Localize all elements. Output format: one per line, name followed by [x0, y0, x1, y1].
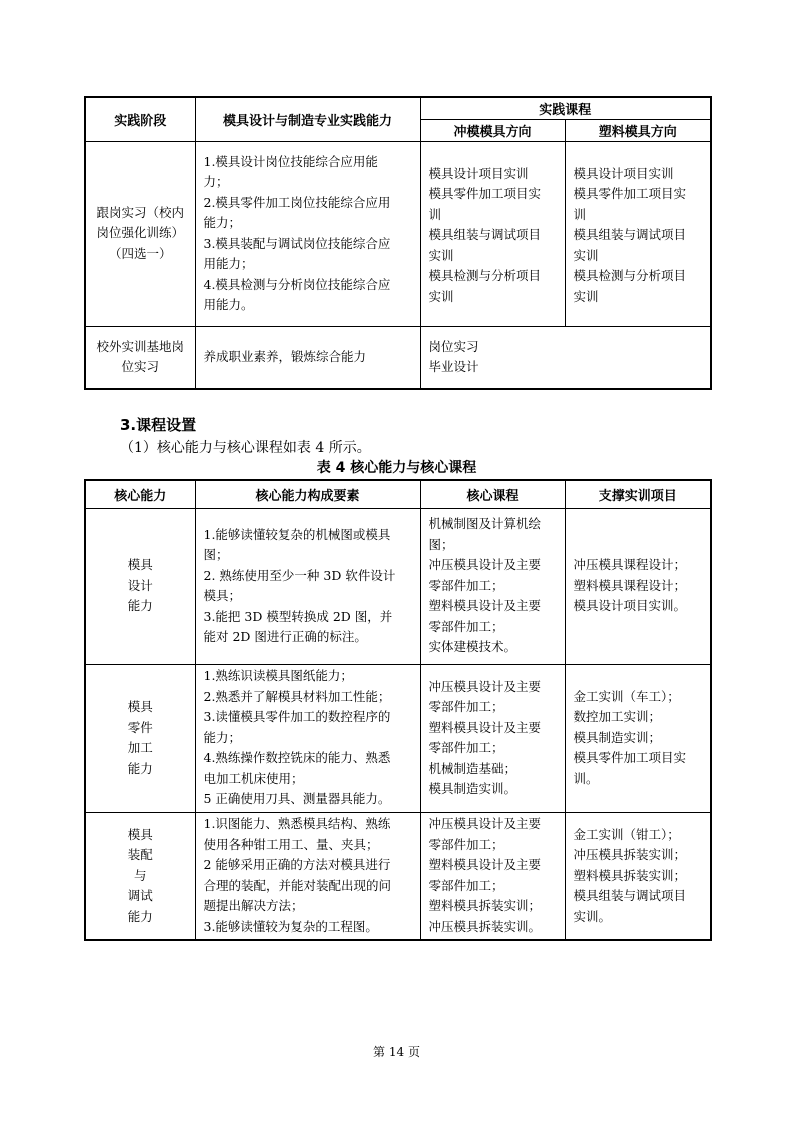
header-core-elements: 核心能力构成要素 [195, 480, 420, 508]
cell-line: 电加工机床使用； [203, 770, 304, 786]
cell-line: 位实习 [121, 359, 159, 375]
cell-line: 零部件加工； [428, 577, 504, 593]
cell-line: 图； [203, 547, 229, 562]
cell-line: 1.熟练识读模具图纸能力； [203, 668, 353, 684]
cell-line: 塑料模具设计及主要 [428, 598, 542, 614]
cell-line: 模具 [127, 557, 153, 573]
header-core-course: 核心课程 [420, 480, 565, 508]
cell-line: 3.能把 3D 模型转换成 2D 图，并 [203, 608, 393, 624]
cell-line: 1.识图能力、熟悉模具结构、熟练 [203, 816, 391, 832]
header-stamping-direction: 冲模模具方向 [420, 119, 565, 141]
header-core-ability: 核心能力 [85, 480, 195, 508]
cell-line: 实训 [428, 288, 454, 304]
cell-line: 塑料模具拆装实训； [428, 898, 542, 914]
core-course-cell [420, 664, 565, 812]
stamping-course-cell [420, 141, 565, 326]
cell-line: 冲压模具拆装实训。 [428, 918, 542, 934]
page-number: 第 14 页 [373, 1045, 420, 1059]
ability-cell [195, 326, 420, 389]
cell-line: 模具设计项目实训 [573, 165, 674, 181]
section-paragraph: （1）核心能力与核心课程如表 4 所示。 [120, 440, 371, 456]
cell-line: 题提出解决方法； [203, 898, 304, 914]
support-project-cell [565, 508, 711, 664]
cell-line: 冲压模具设计及主要 [428, 678, 542, 694]
cell-line: 能力 [127, 598, 153, 614]
ability-elements-cell [195, 664, 420, 812]
cell-line: 实训 [428, 247, 454, 263]
support-project-cell [565, 664, 711, 812]
cell-line: 实训。 [573, 908, 612, 924]
cell-line: 岗位实习 [428, 338, 479, 354]
cell-line: 图； [428, 536, 454, 552]
cell-line: 2 能够采用正确的方法对模具进行 [203, 857, 391, 873]
cell-line: 模具组装与调试项目 [573, 888, 687, 903]
cell-line: 冲压模具拆装实训； [573, 847, 687, 862]
cell-line: 跟岗实习（校内 [96, 204, 184, 220]
cell-line: 用能力； [203, 256, 254, 271]
cell-line: 1.能够读懂较复杂的机械图或模具 [203, 526, 391, 542]
cell-line: 模具； [203, 588, 242, 603]
core-ability-cell [85, 664, 195, 812]
cell-line: 零部件加工； [428, 618, 504, 634]
core-ability-table [84, 479, 712, 941]
cell-line: 毕业设计 [428, 359, 479, 375]
cell-line: 模具零件加工项目实 [573, 186, 687, 201]
cell-line: 零部件加工； [428, 740, 504, 755]
cell-line: 合理的装配，并能对装配出现的问 [203, 877, 392, 893]
cell-line: 机械制造基础； [428, 760, 517, 776]
cell-line: 金工实训（车工）； [573, 688, 680, 704]
practice-course-cell [420, 326, 711, 389]
plastic-course-cell [565, 141, 711, 326]
cell-line: 岗位强化训练） [96, 225, 184, 241]
header-practice-course: 实践课程 [420, 97, 711, 119]
cell-line: 校外实训基地岗 [96, 338, 184, 354]
cell-line: 装配 [127, 847, 153, 862]
cell-line: 模具检测与分析项目 [428, 268, 542, 283]
cell-line: 与 [133, 867, 147, 883]
cell-line: 冲压模具设计及主要 [428, 816, 542, 832]
core-course-cell [420, 812, 565, 940]
core-ability-cell [85, 508, 195, 664]
cell-line: 3.能够读懂较为复杂的工程图。 [203, 918, 378, 934]
cell-line: 塑料模具课程设计； [573, 577, 687, 593]
cell-line: 4.熟练操作数控铣床的能力、熟悉 [203, 750, 391, 766]
cell-line: 养成职业素养，锻炼综合能力 [203, 349, 367, 364]
cell-line: 实体建模技术。 [428, 639, 517, 655]
cell-line: 能力 [127, 760, 153, 776]
core-ability-cell [85, 812, 195, 940]
cell-line: 模具设计项目实训。 [573, 598, 687, 614]
header-support-project: 支撑实训项目 [565, 480, 711, 508]
cell-line: 2.熟悉并了解模具材料加工性能； [203, 688, 391, 704]
cell-line: 能力； [203, 215, 242, 230]
cell-line: 模具组装与调试项目 [428, 227, 542, 242]
cell-line: 实训 [573, 288, 599, 304]
ability-elements-cell [195, 812, 420, 940]
cell-line: 模具零件加工项目实 [573, 750, 687, 766]
practice-table [84, 96, 712, 390]
cell-line: 训 [573, 206, 587, 222]
cell-line: 模具制造实训。 [428, 781, 517, 796]
cell-line: 机械制图及计算机绘 [428, 516, 542, 532]
cell-line: 2. 熟练使用至少一种 3D 软件设计 [203, 567, 396, 583]
cell-line: 设计 [127, 577, 153, 593]
cell-line: 模具检测与分析项目 [573, 268, 687, 283]
cell-line: 训。 [573, 770, 599, 786]
core-course-cell [420, 508, 565, 664]
cell-line: 零部件加工； [428, 877, 504, 893]
cell-line: 使用各种钳工用工、量、夹具； [203, 836, 379, 852]
cell-line: 模具设计项目实训 [428, 165, 529, 181]
cell-line: 实训 [573, 247, 599, 263]
ability-elements-cell [195, 508, 420, 664]
cell-line: 模具 [127, 826, 153, 842]
cell-line: 冲压模具设计及主要 [428, 557, 542, 573]
cell-line: 3.读懂模具零件加工的数控程序的 [203, 709, 391, 725]
cell-line: 5 正确使用刀具、测量器具能力。 [203, 791, 391, 807]
cell-line: 4.模具检测与分析岗位技能综合应 [203, 276, 391, 292]
cell-line: 调试 [127, 888, 153, 903]
header-plastic-direction: 塑料模具方向 [565, 119, 711, 141]
section-title: 3.课程设置 [120, 416, 197, 434]
cell-line: 能力 [127, 908, 153, 924]
cell-line: 金工实训（钳工）； [573, 826, 680, 842]
cell-line: 模具 [127, 699, 153, 714]
support-project-cell [565, 812, 711, 940]
cell-line: 模具制造实训； [573, 729, 662, 745]
cell-line: 零部件加工； [428, 699, 504, 714]
header-practice-ability: 模具设计与制造专业实践能力 [195, 97, 420, 141]
cell-line: 数控加工实训； [573, 709, 662, 725]
cell-line: 1.模具设计岗位技能综合应用能 [203, 153, 378, 169]
cell-line: 2.模具零件加工岗位技能综合应用 [203, 194, 391, 210]
cell-line: 塑料模具设计及主要 [428, 857, 542, 873]
cell-line: 零部件加工； [428, 836, 504, 852]
cell-line: 训 [428, 206, 442, 222]
cell-line: 模具零件加工项目实 [428, 186, 542, 201]
cell-line: 加工 [127, 740, 153, 755]
cell-line: 能力； [203, 729, 242, 745]
stage-cell [85, 141, 195, 326]
cell-line: 力； [203, 174, 229, 189]
cell-line: 零件 [127, 719, 153, 735]
stage-cell [85, 326, 195, 389]
cell-line: 用能力。 [203, 297, 254, 312]
cell-line: 塑料模具拆装实训； [573, 867, 687, 883]
cell-line: 塑料模具设计及主要 [428, 719, 542, 735]
cell-line: 模具组装与调试项目 [573, 227, 687, 242]
cell-line: 能对 2D 图进行正确的标注。 [203, 629, 367, 644]
header-practice-stage: 实践阶段 [85, 97, 195, 141]
cell-line: （四选一） [108, 245, 172, 261]
table-caption: 表 4 核心能力与核心课程 [316, 460, 477, 476]
ability-cell [195, 141, 420, 326]
cell-line: 3.模具装配与调试岗位技能综合应 [203, 235, 391, 251]
cell-line: 冲压模具课程设计； [573, 557, 687, 573]
